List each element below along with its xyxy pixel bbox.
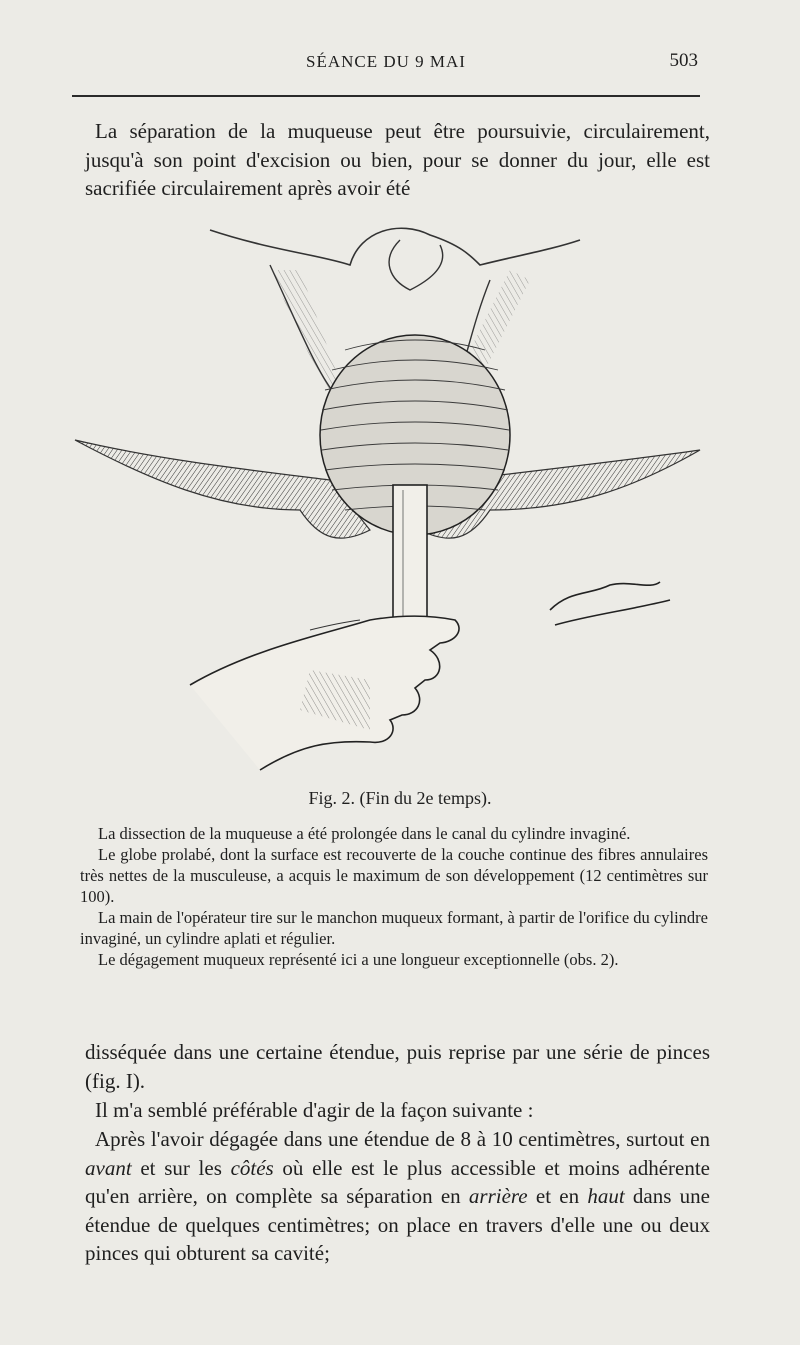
italic-run: avant — [85, 1155, 132, 1180]
running-head — [72, 50, 700, 80]
text-run: Après l'avoir dégagée dans une étendue de 8 à 10 centimètres, surtout en — [95, 1127, 710, 1151]
italic-run: haut — [587, 1184, 625, 1208]
header-rule — [72, 95, 700, 97]
text-run: dans une étendue de quelques centimètres; on place en travers d'elle une ou deux pinces qui obturent sa cavité; — [85, 1184, 710, 1265]
body-paragraph-top: La séparation de la muqueuse peut être poursuivie, circulairement, jusqu'à son point d'excision ou bien, pour se donner du jour, elle est sacrifiée circulairement après avoir été — [85, 119, 710, 200]
legend-line: La dissection de la muqueuse a été prolongée dans le canal du cylindre invaginé. — [98, 824, 631, 843]
figure-legend — [80, 823, 708, 970]
figure-caption: Fig. 2. (Fin du 2e temps). — [308, 788, 492, 808]
italic-run: arrière — [468, 1184, 528, 1208]
surgical-engraving-icon — [70, 210, 710, 785]
body-paragraph-2: Il m'a semblé préférable d'agir de la façon suivante : — [95, 1098, 534, 1122]
legend-line: Le globe prolabé, dont la surface est recouverte de la couche continue des fibres annulaires très nettes de la musculeuse, a acquis le maximum de son développement (12 centimètres sur 100). — [80, 845, 708, 906]
legend-line: La main de l'opérateur tire sur le manchon muqueux formant, à partir de l'orifice du cylindre invaginé, un cylindre aplati et régulier. — [80, 908, 708, 948]
page-number: 503 — [669, 50, 698, 71]
running-title: SÉANCE DU 9 MAI — [306, 52, 466, 71]
body-paragraph-3 — [85, 1125, 710, 1268]
figure-illustration — [70, 210, 710, 785]
legend-line: Le dégagement muqueux représenté ici a une longueur exceptionnelle (obs. 2). — [98, 950, 619, 969]
body-paragraph-bottom: disséquée dans une certaine étendue, puis reprise par une série de pinces (fig. I). — [85, 1040, 710, 1093]
italic-run: côtés — [230, 1155, 274, 1180]
text-run: et sur les — [131, 1155, 231, 1180]
text-run: et en — [527, 1184, 588, 1208]
text-run: où elle est le plus accessible et moins adhérente qu'en arrière, on complète sa séparation en — [85, 1155, 710, 1208]
